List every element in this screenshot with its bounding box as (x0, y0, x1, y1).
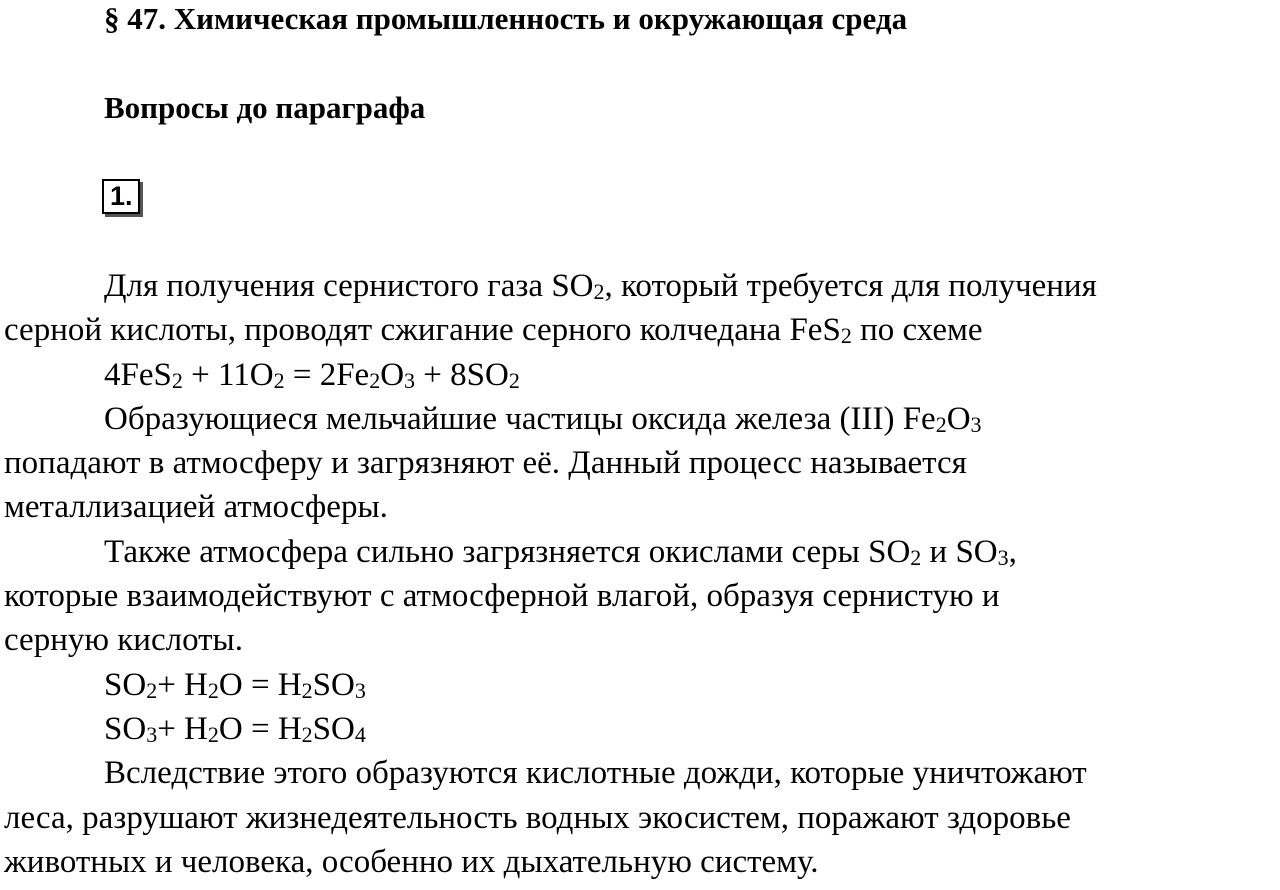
text-span: Также атмосфера сильно загрязняется окислами серы SO (104, 533, 911, 570)
subscript: 2 (301, 721, 313, 747)
text-span: , (1008, 533, 1017, 570)
paragraph-3-line-1 (4, 530, 1280, 574)
formula-part: = 2Fe (284, 356, 370, 393)
paragraph-1-line-2 (4, 308, 1280, 352)
formula-part: + H (157, 710, 208, 747)
paragraph-3-line-3: серную кислоты. (4, 622, 243, 659)
equation-1 (4, 353, 1280, 397)
paragraph-1-line-1 (4, 264, 1280, 308)
subscript: 3 (997, 544, 1009, 570)
text-span: серной кислоты, проводят сжигание серного колчедана FeS (4, 312, 841, 349)
paragraph-2-line-3: металлизацией атмосферы. (4, 489, 388, 526)
subscript: 2 (273, 367, 285, 393)
subsection-title: Вопросы до параграфа (104, 90, 426, 125)
formula-part: SO (312, 666, 355, 703)
formula-part: + 8SO (415, 356, 509, 393)
formula-part: O (380, 356, 405, 393)
paragraph-3-line-2: которые взаимодействуют с атмосферной влагой, образуя сернистую и (4, 578, 1000, 615)
subscript: 2 (207, 721, 219, 747)
text-span: Образующиеся мельчайшие частицы оксида железа (III) Fe (104, 400, 936, 437)
text-span: и SO (921, 533, 998, 570)
subscript: 3 (354, 677, 366, 703)
subscript: 2 (301, 677, 313, 703)
paragraph-4-line-2: леса, разрушают жизнедеятельность водных экосистем, поражают здоровье (4, 799, 1071, 836)
subscript: 2 (369, 367, 381, 393)
subscript: 4 (354, 721, 366, 747)
paragraph-2-line-2: попадают в атмосферу и загрязняют её. Данный процесс называется (4, 445, 967, 482)
subscript: 3 (970, 411, 982, 437)
answer-text (4, 264, 1280, 884)
formula-part: + 11O (182, 356, 274, 393)
text-span: , который требуется для получения (604, 268, 1097, 304)
paragraph-4-line-3: животных и человека, особенно их дыхательную систему. (4, 843, 819, 880)
formula-part: SO (312, 710, 355, 747)
paragraph-2-line-1 (4, 397, 1280, 441)
subscript: 3 (146, 721, 158, 747)
text-span: Для получения сернистого газа SO (104, 268, 594, 304)
subscript: 2 (593, 279, 605, 304)
subscript: 3 (404, 367, 416, 393)
subscript: 2 (935, 411, 947, 437)
text-span: O (946, 400, 971, 437)
formula-part: O = H (218, 666, 302, 703)
paragraph-4-line-1: Вследствие этого образуются кислотные дожди, которые уничтожают (104, 755, 1087, 792)
subscript: 2 (171, 367, 183, 393)
formula-part: SO (104, 666, 147, 703)
subscript: 2 (508, 367, 520, 393)
equation-3 (4, 707, 1280, 751)
subscript: 2 (207, 677, 219, 703)
formula-part: O = H (218, 710, 302, 747)
formula-part: 4FeS (104, 356, 172, 393)
subscript: 2 (146, 677, 158, 703)
equation-2 (4, 663, 1280, 707)
question-number-box: 1. (102, 179, 140, 214)
subscript: 2 (840, 323, 852, 349)
formula-part: + H (157, 666, 208, 703)
text-span: по схеме (851, 312, 983, 349)
subscript: 2 (910, 544, 922, 570)
section-title: § 47. Химическая промышленность и окружающая среда (104, 1, 908, 36)
formula-part: SO (104, 710, 147, 747)
